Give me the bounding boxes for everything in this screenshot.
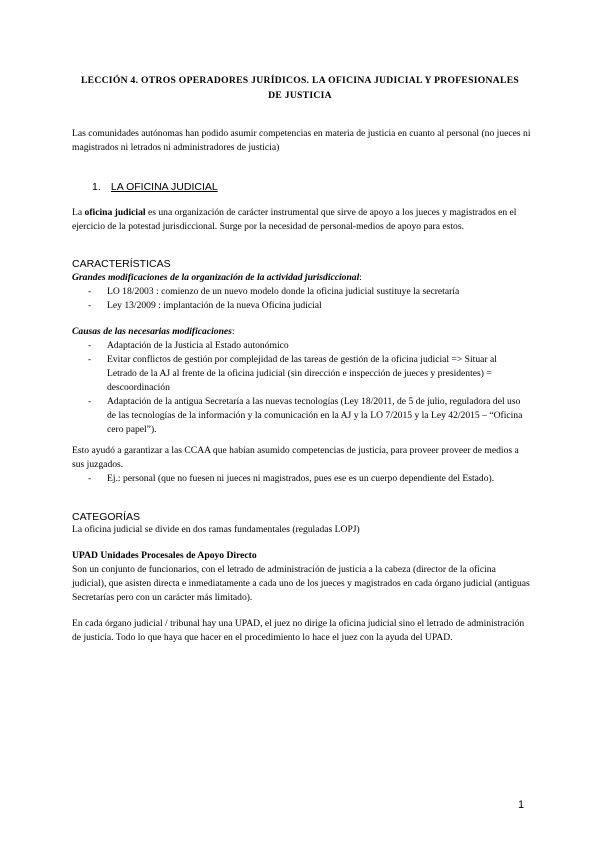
categorias-heading: CATEGORÍAS [72,511,141,523]
sub2-heading [72,325,532,339]
list-item: - Evitar conflictos de gestión por complejidad de las tareas de gestión de la oficina judicial => Situar al Letrado de la AJ al frente de la oficina judicial (sin dirección e inspección de jueces y presidentes) = descoordinación [72,353,528,395]
intro-paragraph: Las comunidades autónomas han podido asumir competencias en materia de justicia en cuanto al personal (no jueces ni magistrados ni letrados ni administradores de justicia) [72,128,531,153]
upad-heading: UPAD Unidades Procesales de Apoyo Directo [72,550,257,561]
definition-paragraph [72,206,532,234]
list-modificaciones [72,285,528,313]
list-item: - LO 18/2003 : comienzo de un nuevo modelo donde la oficina judicial sustituye la secretaría [72,285,528,299]
list-item: - Ley 13/2009 : implantación de la nueva Oficina judicial [72,299,528,313]
list-item: - Adaptación de la antigua Secretaría a las nuevas tecnologías (Ley 18/2011, de 5 de julio, reguladora del uso de las tecnologías de la información y la comunicación en la AJ y la LO 7/2015 y la Ley 42/2015 – “Oficina cero papel”). [72,395,528,437]
page-number: 1 [518,799,525,811]
sub1-heading [72,271,532,285]
sub1-title: Grandes modificaciones de la organización de la actividad jurisdiccional [72,272,360,283]
upad-paragraph-1: Son un conjunto de funcionarios, con el letrado de administración de justicia a la cabeza (director de la oficina judicial), que asisten directa e inmediatamente a cada uno de los jueces y magistrados en cada órgano judicial (antiguas Secretarías pero con un carácter más limitado). [72,564,530,603]
definition-pre: La [72,207,85,218]
list-causas [72,339,528,437]
upad-paragraph-2: En cada órgano judicial / tribunal hay una UPAD, el juez no dirige la oficina judicial sino el letrado de administración de justicia. Todo lo que haya que hacer en el procedimiento lo hace el juez con la ayuda del UPAD. [72,618,525,643]
sub2-title: Causas de las necesarias modificaciones [72,326,232,337]
caracteristicas-heading: CARACTERÍSTICAS [72,258,171,270]
categorias-text: La oficina judicial se divide en dos ramas fundamentales (reguladas LOPJ) [72,524,360,535]
section-1-number: 1. [92,181,101,193]
section-1-heading [92,180,218,194]
sub2-suffix: : [231,326,235,337]
definition-post: es una organización de carácter instrumental que sirve de apoyo a los jueces y magistrados en el ejercicio de la potestad jurisdiccional. Surge por la necesidad de personal-medios de apoyo para estos. [72,207,517,232]
definition-term: oficina judicial [84,207,146,218]
section-1-title: LA OFICINA JUDICIAL [110,181,218,193]
title-line-1: LECCIÓN 4. OTROS OPERADORES JURÍDICOS. LA OFICINA JUDICIAL Y PROFESIONALES [80,75,520,86]
list-item: - Ej.: personal (que no fuesen ni jueces ni magistrados, pues ese es un cuerpo dependiente del Estado). [72,472,528,486]
document-title [72,73,528,103]
list-item: - Adaptación de la Justicia al Estado autonómico [72,339,528,353]
list-ejemplo [72,472,528,486]
sub1-suffix: : [359,272,362,283]
ccaa-paragraph: Esto ayudó a garantizar a las CCAA que habían asumido competencias de justicia, para proveer proveer de medios a sus juzgados. [72,445,519,470]
title-line-2: DE JUSTICIA [268,90,332,101]
